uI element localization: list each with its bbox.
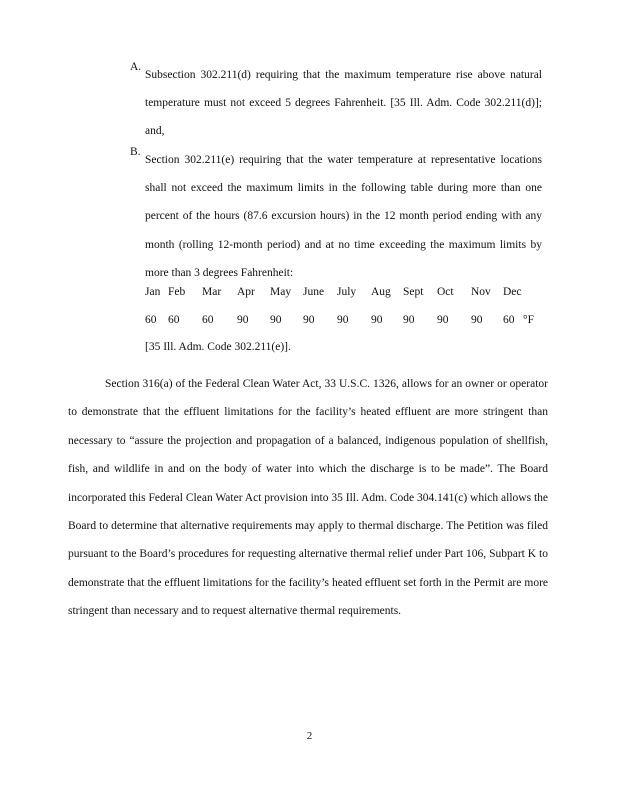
temperature-value: 90 — [437, 314, 449, 326]
month-label: Sept — [403, 286, 424, 298]
temperature-value: 90 — [471, 314, 483, 326]
temperature-value: 90 — [303, 314, 315, 326]
month-label: Apr — [237, 286, 255, 298]
temperature-value: 60 — [202, 314, 214, 326]
list-item-b — [130, 146, 542, 287]
list-item-text: Subsection 302.211(d) requiring that the maximum temperature rise above natural temperature must not exceed 5 degrees Fahrenheit. [35 Ill. Adm. Code 302.211(d)]; and, — [145, 69, 542, 138]
page-number: 2 — [306, 730, 313, 742]
month-label: Nov — [471, 286, 491, 298]
temperature-value: 90 — [337, 314, 349, 326]
body-paragraph-text: Section 316(a) of the Federal Clean Water Act, 33 U.S.C. 1326, allows for an owner or operator to demonstrate that the effluent limitations for the facility’s heated effluent are more stringent than necessary to “assure the projection and propagation of a balanced, indigenous population of shellfish, fish, and wildlife in and on the body of water into which the discharge is to be made”. The Board incorporated this Federal Clean Water Act provision into 35 Ill. Adm. Code 304.141(c) which allows the Board to determine that alternative requirements may apply to thermal discharge. The Petition was filed pursuant to the Board’s procedures for requesting alternative thermal relief under Part 106, Subpart K to demonstrate that the effluent limitations for the facility’s heated effluent set forth in the Permit are more stringent than necessary and to request alternative thermal requirements. — [68, 378, 548, 618]
month-label: Dec — [503, 286, 522, 298]
month-label: Oct — [437, 286, 454, 298]
temperature-value-row — [145, 314, 545, 342]
temperature-value: 60 — [145, 314, 157, 326]
month-label: July — [337, 286, 357, 298]
temperature-unit: °F — [523, 314, 534, 326]
month-label: June — [303, 286, 325, 298]
body-paragraph — [68, 370, 548, 626]
list-item-a — [130, 61, 542, 146]
temperature-value: 90 — [371, 314, 383, 326]
list-item-text: Section 302.211(e) requiring that the water temperature at representative locations shall not exceed the maximum limits in the following table during more than one percent of the hours (87.6 excursion hours) in the 12 month period ending with any month (rolling 12-month period) and at no time exceeding the maximum limits by more than 3 degrees Fahrenheit: — [145, 154, 542, 279]
month-label: Jan — [145, 286, 161, 298]
citation: [35 Ill. Adm. Code 302.211(e)]. — [145, 341, 291, 353]
temperature-value: 90 — [270, 314, 282, 326]
month-label: Mar — [202, 286, 222, 298]
temperature-value: 90 — [403, 314, 415, 326]
month-label: May — [270, 286, 292, 298]
month-label: Aug — [371, 286, 391, 298]
month-header-row — [145, 286, 545, 314]
month-label: Feb — [168, 286, 186, 298]
temperature-table — [145, 286, 545, 342]
temperature-value: 90 — [237, 314, 249, 326]
temperature-value: 60 — [503, 314, 515, 326]
list-item-letter: B. — [130, 146, 141, 158]
temperature-value: 60 — [168, 314, 180, 326]
list-item-letter: A. — [130, 61, 142, 73]
